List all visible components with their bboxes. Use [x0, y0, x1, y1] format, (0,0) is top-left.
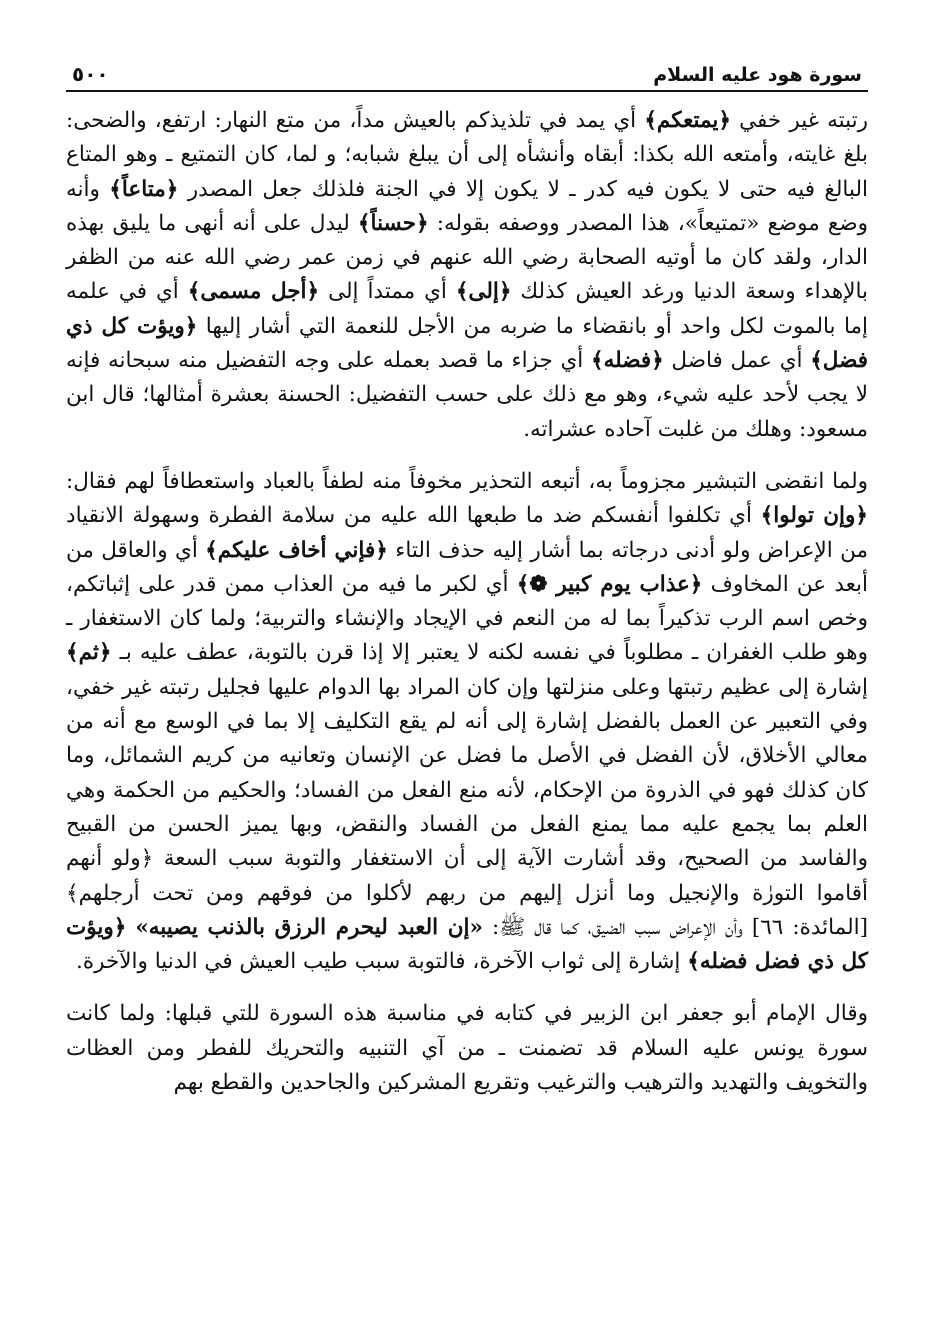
- paragraph-3: [66, 997, 868, 1100]
- book-page: [66, 52, 868, 1100]
- paragraph-2: [66, 465, 868, 979]
- bold-quote-segment: ﴿عذاب يوم كبير ❁﴾: [516, 571, 703, 597]
- text-segment: أي في علمه إما بالموت لكل واحد أو بانقضاء ما ضربه من الأجل للنعمة التي أشار إليها: [66, 279, 868, 339]
- text-segment: أي عمل فاضل: [663, 348, 811, 374]
- text-segment: أي لكبر ما فيه من العذاب ممن قدر على إثباتكم، وخص اسم الرب تذكيراً بما له من النعم في الإيجاد والإنشاء والتربية؛ ولما كان الاستغفار ـ وهو طلب الغفران ـ مطلوباً في نفسه لكنه لا يعتبر إلا إذا قرن بالتوبة، عطف عليه بـ: [66, 571, 868, 666]
- running-header: [66, 52, 868, 92]
- text-segment: أي تكلفوا أنفسكم ضد ما طبعها الله عليه من سلامة الفطرة وسهولة الانقياد من الإعراض ولو أدنى درجاته بما أشار إليه حذف التاء: [66, 503, 868, 563]
- text-segment: أي جزاء ما قصد بعمله على وجه التفضيل منه سبحانه فإنه لا يجب لأحد عليه شيء، وهو مع ذلك على حسب التفضيل: الحسنة بعشرة أمثالها؛ قال ابن مسعود: وهلك من غلبت آحاده عشراته.: [66, 348, 868, 442]
- bold-quote-segment: ﴿وإن تولوا﴾: [760, 503, 868, 529]
- bold-quote-segment: ﴿فإني أخاف عليكم﴾: [205, 537, 388, 563]
- text-segment: إشارة إلى عظيم رتبتها وعلى منزلتها وإن كان المراد بها الدوام عليها فجليل رتبته غير خفي، وفي التعبير عن العمل بالفضل إشارة إلى أنه لم يقع التكليف إلا بما في الوسع مع أنه من معالي الأخلاق، لأن الفضل في الأصل ما فضل عن الإنسان وتعانيه من كريم الشمائل، وما كان كذلك فهو في الذروة من الإحكام، لأنه منع الفعل من الفساد؛ والحكيم من الحكمة وهي العلم بما يجمع عليه مما يمنع الفعل من الفساد والنقض، وبها يميز الحسن من القبيح والفاسد من الصحيح، وقد أشارت الآية إلى أن الاستغفار والتوبة سبب السعة ﴿ولو أنهم أقاموا التورٰة والإنجيل وما أنزل إليهم من ربهم لأكلوا من فوقهم ومن تحت أرجلهم﴾ [المائدة: ٦٦] وأن الإعراض سبب الضيق، كما قال ﷺ:: [66, 674, 869, 940]
- text-segment: ولما انقضى التبشير مجزوماً به، أتبعه التحذير مخوفاً منه لطفاً بالعباد واستعطافاً لهم فقال:: [66, 468, 868, 494]
- bold-quote-segment: ﴿حسناً﴾: [357, 210, 429, 236]
- text-segment: [126, 915, 135, 940]
- bold-quote-segment: ﴿ويؤت كل ذي فضل﴾: [66, 313, 868, 374]
- text-segment: إشارة إلى ثواب الآخرة، فالتوبة سبب طيب العيش في الدنيا والآخرة.: [76, 949, 688, 975]
- text-segment: ليدل على أنه أنهى ما يليق بهذه الدار، ولقد كان ما أوتيه الصحابة رضي الله عنهم في زمن عمر رضي الله عنه من الظفر بالإهداء وسعة الدنيا ورغد العيش كذلك: [66, 210, 869, 305]
- bold-quote-segment: ﴿ثم﴾: [66, 640, 112, 666]
- paragraph-1: [66, 104, 868, 447]
- text-segment: أي والعاقل من أبعد عن المخاوف: [66, 537, 868, 597]
- text-segment: رتبته غير خفي: [730, 108, 868, 133]
- bold-quote-segment: ﴿فضله﴾: [590, 348, 664, 374]
- page-body: [66, 104, 868, 1100]
- bold-quote-segment: ﴿أجل مسمى﴾: [187, 279, 320, 305]
- surah-title: سورة هود عليه السلام: [653, 64, 862, 86]
- bold-quote-segment: ﴿إلى﴾: [455, 279, 512, 305]
- bold-quote-segment: ﴿ويؤت كل ذي فضل فضله﴾: [66, 914, 868, 975]
- bold-quote-segment: ﴿متاعاً﴾: [109, 176, 179, 202]
- text-segment: وأنه وضع موضع «تمتيعاً»، هذا المصدر ووصفه بقوله:: [66, 176, 868, 236]
- text-segment: أي يمد في تلذيذكم بالعيش مداً، من متع النهار: ارتفع، والضحى: بلغ غايته، وأمتعه الله بكذا: أبقاه وأنشأه إلى أن يبلغ شبابه؛ و لما، كان التمتيع ـ وهو المتاع البالغ فيه حتى لا يكون فيه كدر ـ لا يكون إلا في الجنة فلذلك جعل المصدر: [66, 108, 868, 202]
- bold-quote-segment: «إن العبد ليحرم الرزق بالذنب يصيبه»: [135, 914, 483, 940]
- page-number: ٥٠٠: [72, 62, 109, 86]
- text-segment: وقال الإمام أبو جعفر ابن الزبير في كتابه في مناسبة هذه السورة للتي قبلها: ولما كانت سورة يونس عليه السلام قد تضمنت ـ من آي التنبيه والتحريك للفطر ومن العظات والتخويف والتهديد والترهيب والترغيب وتقريع المشركين والجاحدين والقطع بهم: [66, 1001, 868, 1096]
- bold-quote-segment: ﴿يمتعكم﴾: [644, 108, 731, 133]
- text-segment: أي ممتداً إلى: [319, 279, 456, 305]
